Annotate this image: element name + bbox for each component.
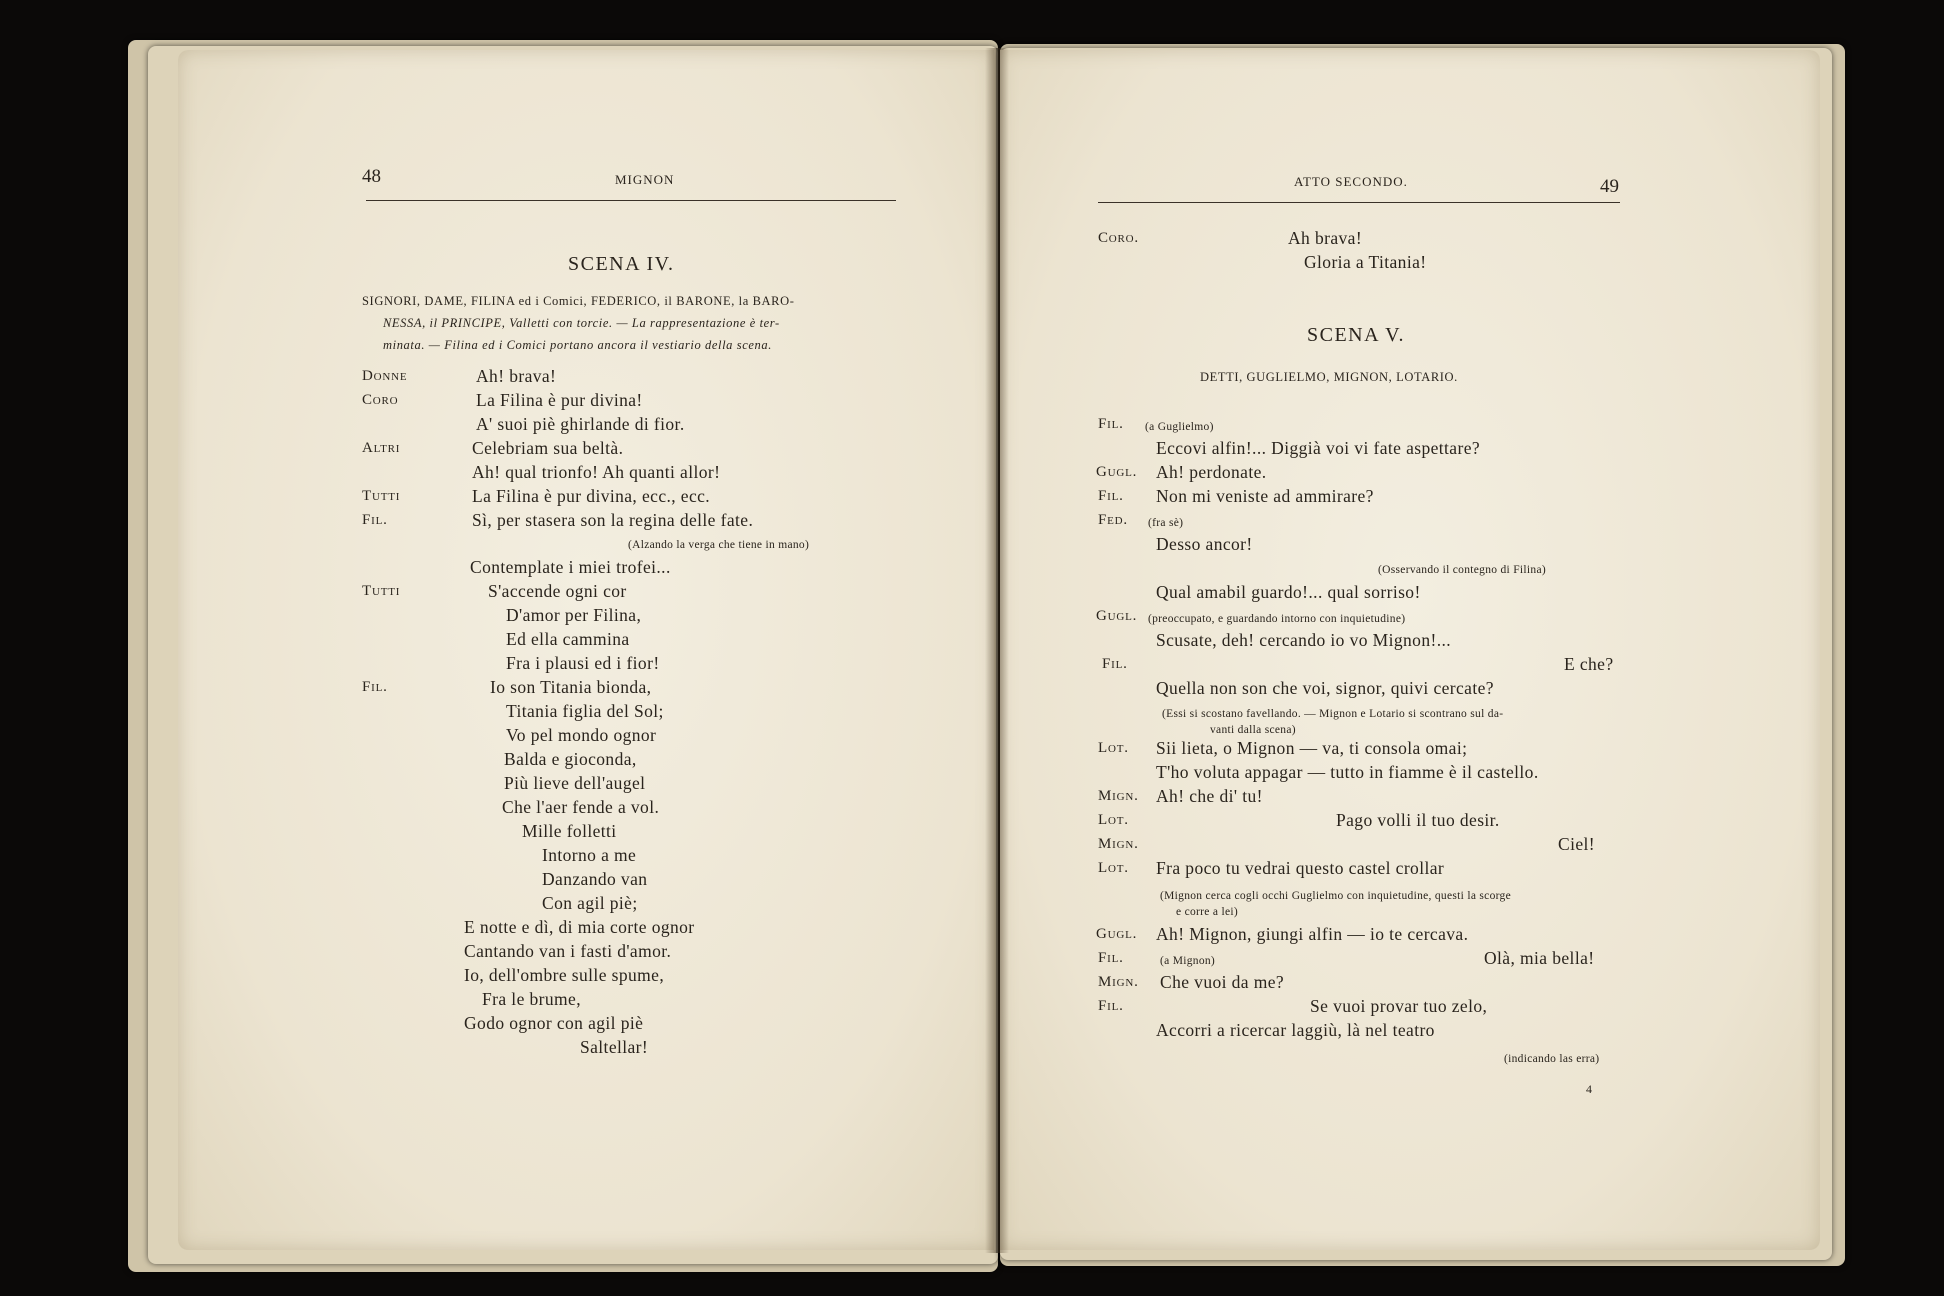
verse-line: La Filina è pur divina! [476, 390, 643, 410]
verse-line: Cantando van i fasti d'amor. [464, 941, 672, 961]
verse-line: Fra poco tu vedrai questo castel crollar [1156, 858, 1445, 878]
cast-line: NESSA, il PRINCIPE, Valletti con torcie. — La rappresentazione è ter- [383, 316, 780, 330]
speaker: Tutti [362, 488, 401, 504]
verse-line: Fra i plausi ed i fior! [506, 653, 660, 673]
header-rule [366, 200, 896, 201]
stage-direction: (a Mignon) [1160, 955, 1216, 967]
verse-line: Celebriam sua beltà. [472, 438, 624, 458]
speaker: Fil. [1098, 488, 1124, 504]
verse-line: Ah! Mignon, giungi alfin — io te cercava. [1156, 924, 1469, 944]
speaker: Fil. [362, 512, 388, 528]
speaker: Gugl. [1096, 464, 1138, 480]
verse-line: Ah brava! [1288, 228, 1363, 248]
speaker: Donne [362, 368, 408, 384]
verse-line: Mille folletti [522, 821, 617, 841]
verse-line: Contemplate i miei trofei... [470, 557, 671, 577]
verse-line: Eccovi alfin!... Diggià voi vi fate aspettare? [1156, 438, 1481, 458]
stage-direction: (indicando las erra) [1504, 1053, 1600, 1065]
running-head: ATTO SECONDO. [1294, 174, 1408, 189]
verse-line: Più lieve dell'augel [504, 773, 646, 793]
verse-line: Ciel! [1558, 834, 1595, 854]
verse-line: Scusate, deh! cercando io vo Mignon!... [1156, 630, 1452, 650]
verse-line: Sii lieta, o Mignon — va, ti consola omai; [1156, 738, 1468, 758]
speaker: Coro [362, 392, 399, 408]
stage-direction: (Osservando il contegno di Filina) [1378, 564, 1546, 576]
verse-line: S'accende ogni cor [488, 581, 627, 601]
verse-line: T'ho voluta appagar — tutto in fiamme è il castello. [1156, 762, 1539, 782]
stage-direction: vanti dalla scena) [1210, 724, 1296, 736]
speaker: Mign. [1098, 836, 1139, 852]
verse-line: Io, dell'ombre sulle spume, [464, 965, 665, 985]
speaker: Fil. [1098, 950, 1124, 966]
right-page [1000, 50, 1820, 1250]
speaker: Fil. [1098, 998, 1124, 1014]
verse-line: Ah! brava! [476, 366, 557, 386]
verse-line: Olà, mia bella! [1484, 948, 1595, 968]
verse-line: Intorno a me [542, 845, 637, 865]
verse-line: E che? [1564, 654, 1614, 674]
stage-direction: (Essi si scostano favellando. — Mignon e Lotario si scontrano sul da- [1162, 708, 1504, 720]
page-number: 48 [362, 166, 381, 187]
verse-line: Saltellar! [580, 1037, 649, 1057]
speaker: Fil. [1102, 656, 1128, 672]
verse-line: Godo ognor con agil piè [464, 1013, 644, 1033]
speaker: Gugl. [1096, 926, 1138, 942]
running-head: MIGNON [615, 172, 675, 187]
stage-direction: (Mignon cerca cogli occhi Guglielmo con inquietudine, questi la scorge [1160, 890, 1512, 902]
speaker: Fed. [1098, 512, 1128, 528]
verse-line: Balda e gioconda, [504, 749, 637, 769]
verse-line: Accorri a ricercar laggiù, là nel teatro [1156, 1020, 1435, 1040]
speaker: Mign. [1098, 788, 1139, 804]
verse-line: Ah! qual trionfo! Ah quanti allor! [472, 462, 721, 482]
verse-line: Con agil piè; [542, 893, 638, 913]
scene-title: SCENA V. [1307, 324, 1405, 346]
cast-line: minata. — Filina ed i Comici portano ancora il vestiario della scena. [383, 338, 772, 352]
verse-line: Desso ancor! [1156, 534, 1253, 554]
verse-line: Titania figlia del Sol; [506, 701, 664, 721]
speaker: Fil. [362, 679, 388, 695]
page-number: 49 [1600, 176, 1619, 197]
verse-line: Ed ella cammina [506, 629, 630, 649]
verse-line: Se vuoi provar tuo zelo, [1310, 996, 1488, 1016]
stage-direction: (preoccupato, e guardando intorno con inquietudine) [1148, 613, 1406, 625]
stage-direction: (fra sè) [1148, 517, 1184, 529]
verse-line: Io son Titania bionda, [490, 677, 652, 697]
verse-line: La Filina è pur divina, ecc., ecc. [472, 486, 711, 506]
cast-line: DETTI, GUGLIELMO, MIGNON, LOTARIO. [1200, 370, 1458, 384]
verse-line: Pago volli il tuo desir. [1336, 810, 1500, 830]
speaker: Fil. [1098, 416, 1124, 432]
verse-line: Che vuoi da me? [1160, 972, 1285, 992]
verse-line: Ah! che di' tu! [1156, 786, 1263, 806]
speaker: Lot. [1098, 812, 1129, 828]
stage-direction: (a Guglielmo) [1145, 421, 1214, 433]
speaker: Coro. [1098, 230, 1139, 246]
speaker: Tutti [362, 583, 401, 599]
left-page [178, 50, 994, 1250]
signature-mark: 4 [1586, 1082, 1592, 1096]
verse-line: Quella non son che voi, signor, quivi cercate? [1156, 678, 1494, 698]
verse-line: Qual amabil guardo!... qual sorriso! [1156, 582, 1421, 602]
verse-line: Non mi veniste ad ammirare? [1156, 486, 1374, 506]
verse-line: Vo pel mondo ognor [506, 725, 657, 745]
verse-line: Ah! perdonate. [1156, 462, 1267, 482]
verse-line: E notte e dì, di mia corte ognor [464, 917, 695, 937]
verse-line: A' suoi piè ghirlande di fior. [476, 414, 685, 434]
speaker: Lot. [1098, 860, 1129, 876]
stage-direction: e corre a lei) [1176, 906, 1238, 918]
verse-line: Danzando van [542, 869, 648, 889]
verse-line: Che l'aer fende a vol. [502, 797, 660, 817]
header-rule [1098, 202, 1620, 203]
speaker: Lot. [1098, 740, 1129, 756]
speaker: Altri [362, 440, 401, 456]
verse-line: Gloria a Titania! [1304, 252, 1427, 272]
book-gutter [985, 48, 1009, 1253]
scene-title: SCENA IV. [568, 253, 675, 275]
stage-direction: (Alzando la verga che tiene in mano) [628, 539, 810, 551]
verse-line: Fra le brume, [482, 989, 581, 1009]
speaker: Gugl. [1096, 608, 1138, 624]
cast-line: SIGNORI, DAME, FILINA ed i Comici, FEDERICO, il BARONE, la BARO- [362, 294, 795, 308]
speaker: Mign. [1098, 974, 1139, 990]
verse-line: D'amor per Filina, [506, 605, 642, 625]
verse-line: Sì, per stasera son la regina delle fate. [472, 510, 754, 530]
